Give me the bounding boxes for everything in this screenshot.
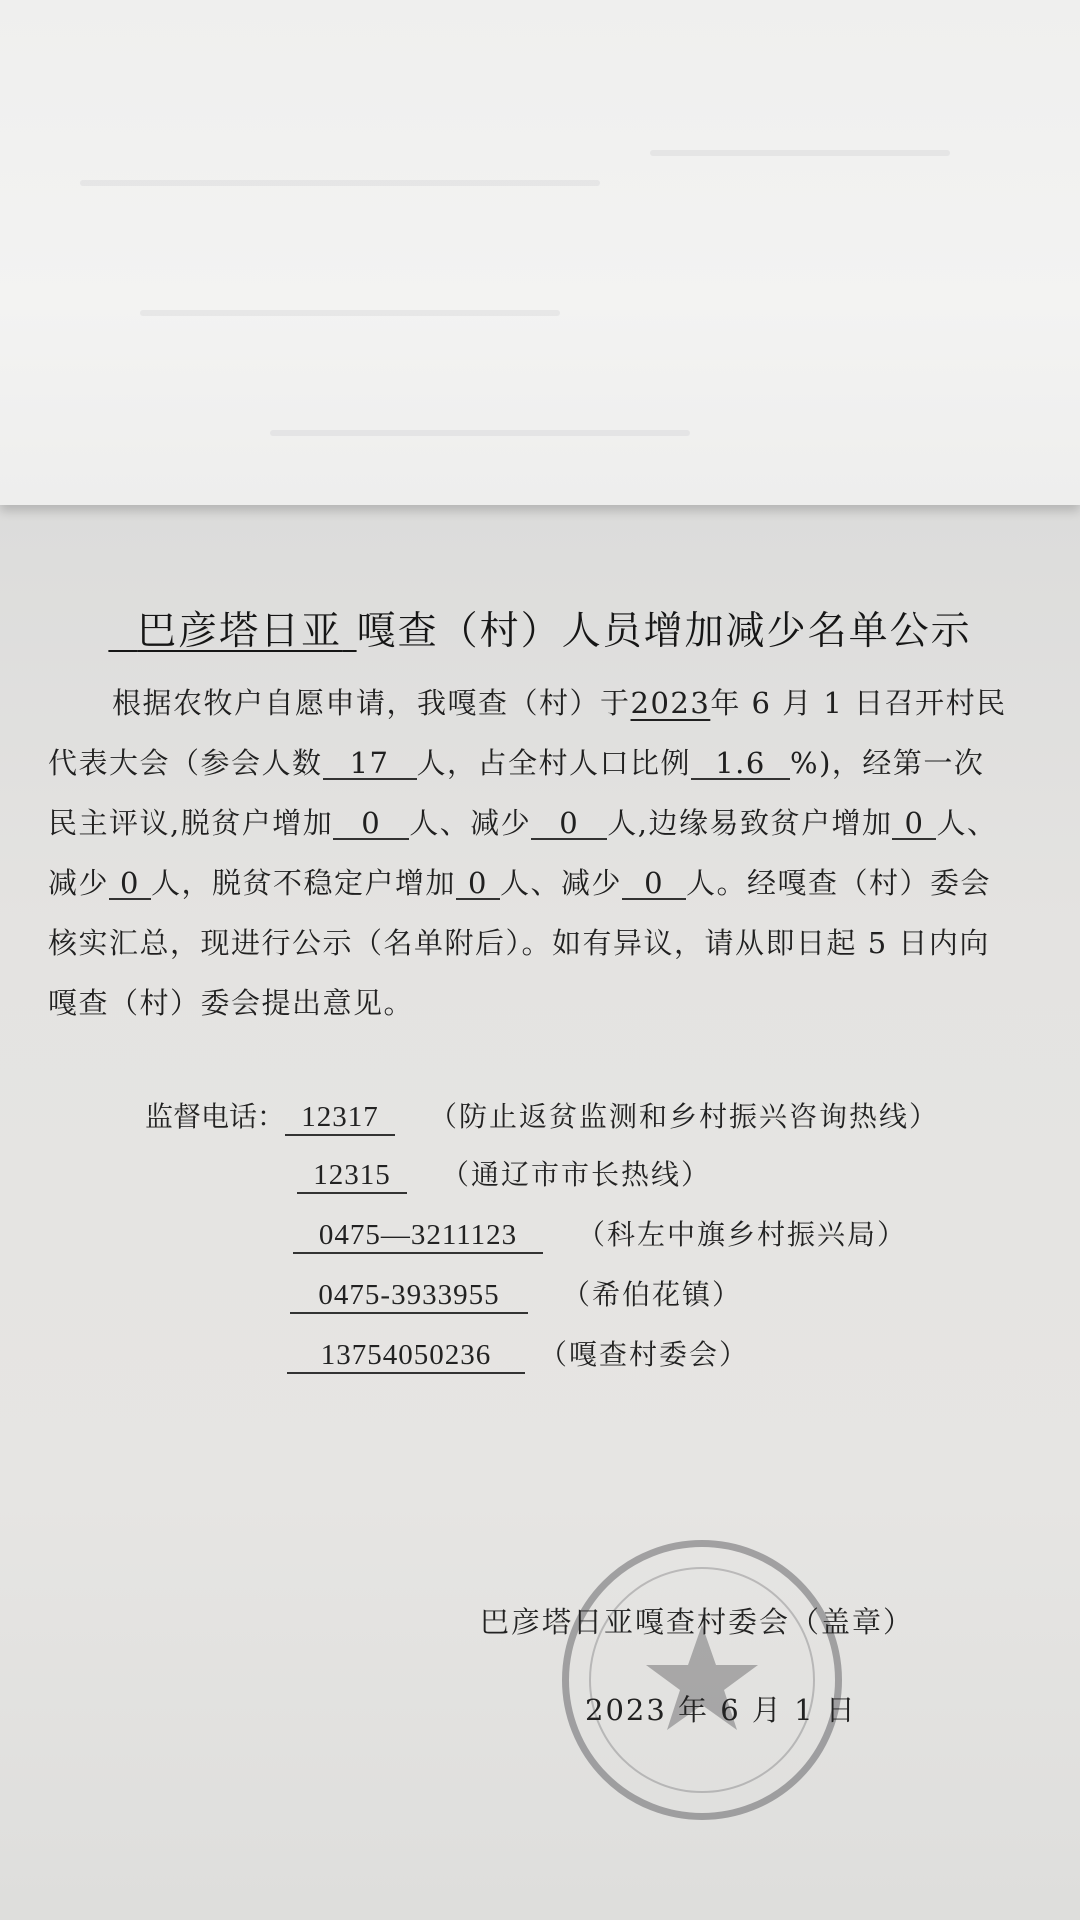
hotline-row (145, 1095, 939, 1136)
phone-desc: （通辽市市长热线） (441, 1158, 712, 1191)
title-village: 巴彦塔日亚 (137, 609, 343, 654)
seal-star-icon (569, 1547, 835, 1813)
edge-decrease: 0 (109, 868, 151, 900)
attendee-count: 17 (323, 748, 417, 780)
title-rest: 嘎查（村）人员增加减少名单公示 (356, 609, 972, 654)
notice-page (0, 505, 1080, 1920)
phone-number: 0475—3211123 (293, 1219, 543, 1254)
tp-increase: 0 (333, 808, 409, 840)
body-line-4: 减少 0 人，脱贫不稳定户增加 0 人、减少 0 人。经嘎查（村）委会 (48, 866, 992, 900)
notice-body (48, 673, 1028, 1033)
body-line-5: 核实汇总，现进行公示（名单附后）。如有异议，请从即日起 5 日内向 (48, 926, 990, 960)
signature-line: 巴彦塔日亚嘎查村委会（盖章） (480, 1605, 915, 1639)
phone-desc: （防止返贫监测和乡村振兴咨询热线） (429, 1100, 940, 1133)
unstable-decrease: 0 (622, 868, 686, 900)
hotline-label: 监督电话： (145, 1100, 286, 1133)
notice-title (0, 600, 1080, 656)
hotline-row (293, 1213, 907, 1254)
meeting-year: 2023 (630, 686, 711, 720)
signature-date: 2023 年 6 月 1 日 (585, 1693, 857, 1727)
phone-number: 13754050236 (287, 1339, 525, 1374)
tp-decrease: 0 (531, 808, 607, 840)
phone-number: 12317 (285, 1101, 395, 1136)
official-seal-stamp (562, 1540, 842, 1820)
body-line-3: 民主评议,脱贫户增加 0 人、减少 0 人,边缘易致贫户增加 0 人、 (48, 806, 998, 840)
unstable-increase: 0 (456, 868, 500, 900)
phone-desc: （嘎查村委会） (539, 1338, 750, 1371)
body-line-1: 根据农牧户自愿申请，我嘎查（村）于2023年 6 月 1 日召开村民 (112, 686, 1007, 720)
attendance-ratio: 1.6 (691, 748, 790, 780)
hotline-row (297, 1153, 711, 1194)
body-line-6: 嘎查（村）委会提出意见。 (48, 986, 415, 1020)
phone-desc: （希伯花镇） (562, 1278, 743, 1311)
hotline-row (287, 1333, 749, 1374)
phone-number: 12315 (297, 1159, 407, 1194)
phone-number: 0475-3933955 (290, 1279, 528, 1314)
hotline-row (290, 1273, 742, 1314)
edge-increase: 0 (892, 808, 936, 840)
folded-top-sheet (0, 0, 1080, 505)
phone-desc: （科左中旗乡村振兴局） (577, 1218, 908, 1251)
body-line-2: 代表大会（参会人数 17 人，占全村人口比例 1.6 %)，经第一次 (48, 746, 985, 780)
